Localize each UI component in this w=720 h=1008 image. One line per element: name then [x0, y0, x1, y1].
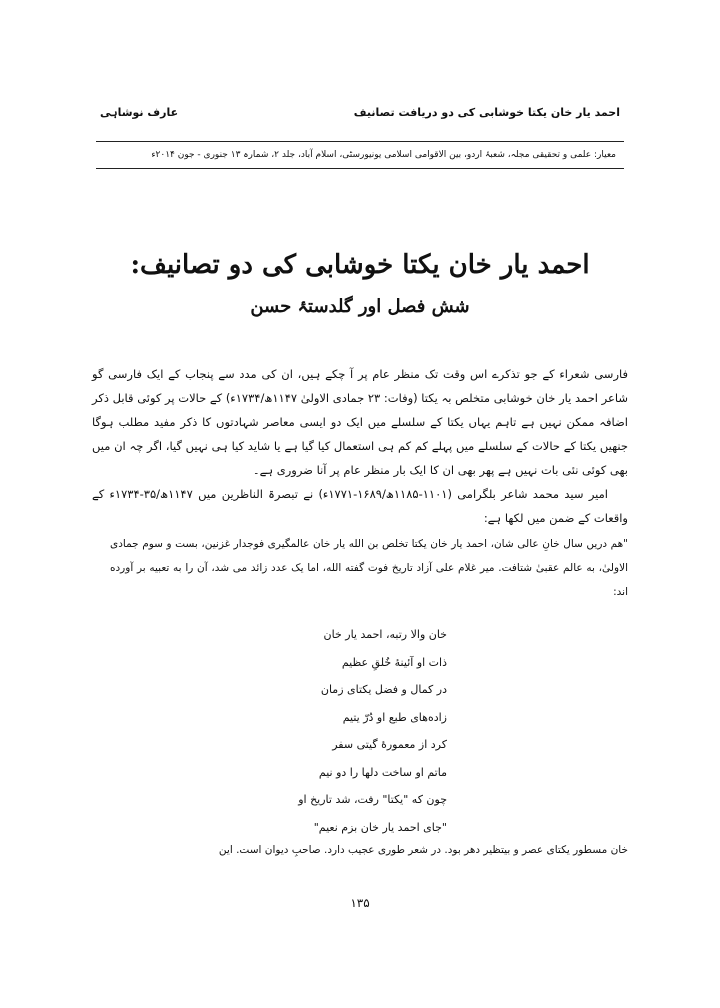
header-rule-bottom: [96, 168, 624, 169]
verse-line: خان والا رتبه، احمد یار خان: [323, 628, 447, 641]
running-head-author: عارف نوشاہی: [100, 106, 179, 119]
verse-line: "جای احمد یار خان بزم نعیم": [313, 820, 447, 834]
verse-line: ذات او آئینهٔ خُلقِ عظیم: [341, 655, 447, 669]
verse-block: [0, 621, 720, 841]
article-title: احمد یار خان یکتا خوشابی کی دو تصانیف:: [130, 250, 590, 280]
page-number: ۱۳۵: [350, 896, 370, 910]
paragraph: فارسی شعراء کے جو تذکرے اس وقت تک منظر عام پر آ چکے ہیں، ان کی مدد سے پنجاب کے ایک فارسی گو شاعر احمد یار خان خوشابی متخلص بہ یکتا (وفات: ۲۳ جمادی الاولیٰ ۱۱۴۷ھ/۱۷۳۴ء) کے حالات پر کوئی قابل ذکر اضافہ ممکن نہیں ہے تاہم یہاں یکتا کے سلسلے میں ایک دو ایسی معاصر شہادتوں کا ذکر مفید مطلب ہوگا جنھیں یکتا کے حالات کے سلسلے میں پہلے کم کم ہی استعمال کیا گیا ہے یا شاید کیا ہی نہیں گیا، اگر چہ ان میں بھی کوئی نئی بات نہیں ہے پھر بھی ان کا ایک بار منظر عام پر آنا ضروری ہے۔: [92, 367, 629, 477]
verse-line: چون که "یکتا" رفت، شد تاریخ او: [298, 793, 447, 806]
verse-line: ماتم او ساخت دلها را دو نیم: [318, 765, 447, 779]
running-head-title: احمد یار خان یکتا خوشابی کی دو دریافت تصانیف: [353, 106, 620, 119]
journal-citation: معیار: علمی و تحقیقی مجلہ، شعبۂ اردو، بین الاقوامی اسلامی یونیورسٹی، اسلام آباد، جلد ۲، شمارہ ۱۳ جنوری - جون ۲۰۱۴ء: [151, 150, 616, 160]
paragraph: امیر سید محمد شاعر بلگرامی (۱۱۰۱-۱۱۸۵ھ/۱۶۸۹-۱۷۷۱ء) نے تبصرۃ الناظرین میں ۱۱۴۷ھ/۳۵-۱۷۳۴ء کے واقعات کے ضمن میں لکھا ہے:: [92, 487, 628, 525]
quote-text: "هم دریں سال خانِ عالی شان، احمد یار خان یکتا تخلص بن الله یار خان عالمگیری فوجدار غزنین، بست و سوم جمادی الاولیٰ، به عالم عقبیٰ شتافت. میر غلام علی آزاد تاریخ فوت گفته الله، اما یک عدد زائد می شد، آن را به تعبیه بر آورده اند:: [110, 538, 628, 598]
closing-line: خان مسطور یکتای عصر و بیتظیر دهر بود. در شعر طوری عجیب دارد. صاحبِ دیوان است. این: [218, 844, 628, 856]
running-header: [100, 106, 620, 126]
body-text: [92, 362, 628, 530]
verse-line: کرد از معمورهٔ گیتی سفر: [332, 738, 447, 751]
verse-line: در کمال و فضل یکتای زمان: [320, 683, 447, 696]
persian-quote: [110, 532, 628, 604]
header-rule-top: [96, 141, 624, 142]
verse-line: زاده‌های طبع او دُرّ یتیم: [342, 710, 447, 724]
article-subtitle: شش فصل اور گلدستۂ حسن: [250, 296, 470, 317]
